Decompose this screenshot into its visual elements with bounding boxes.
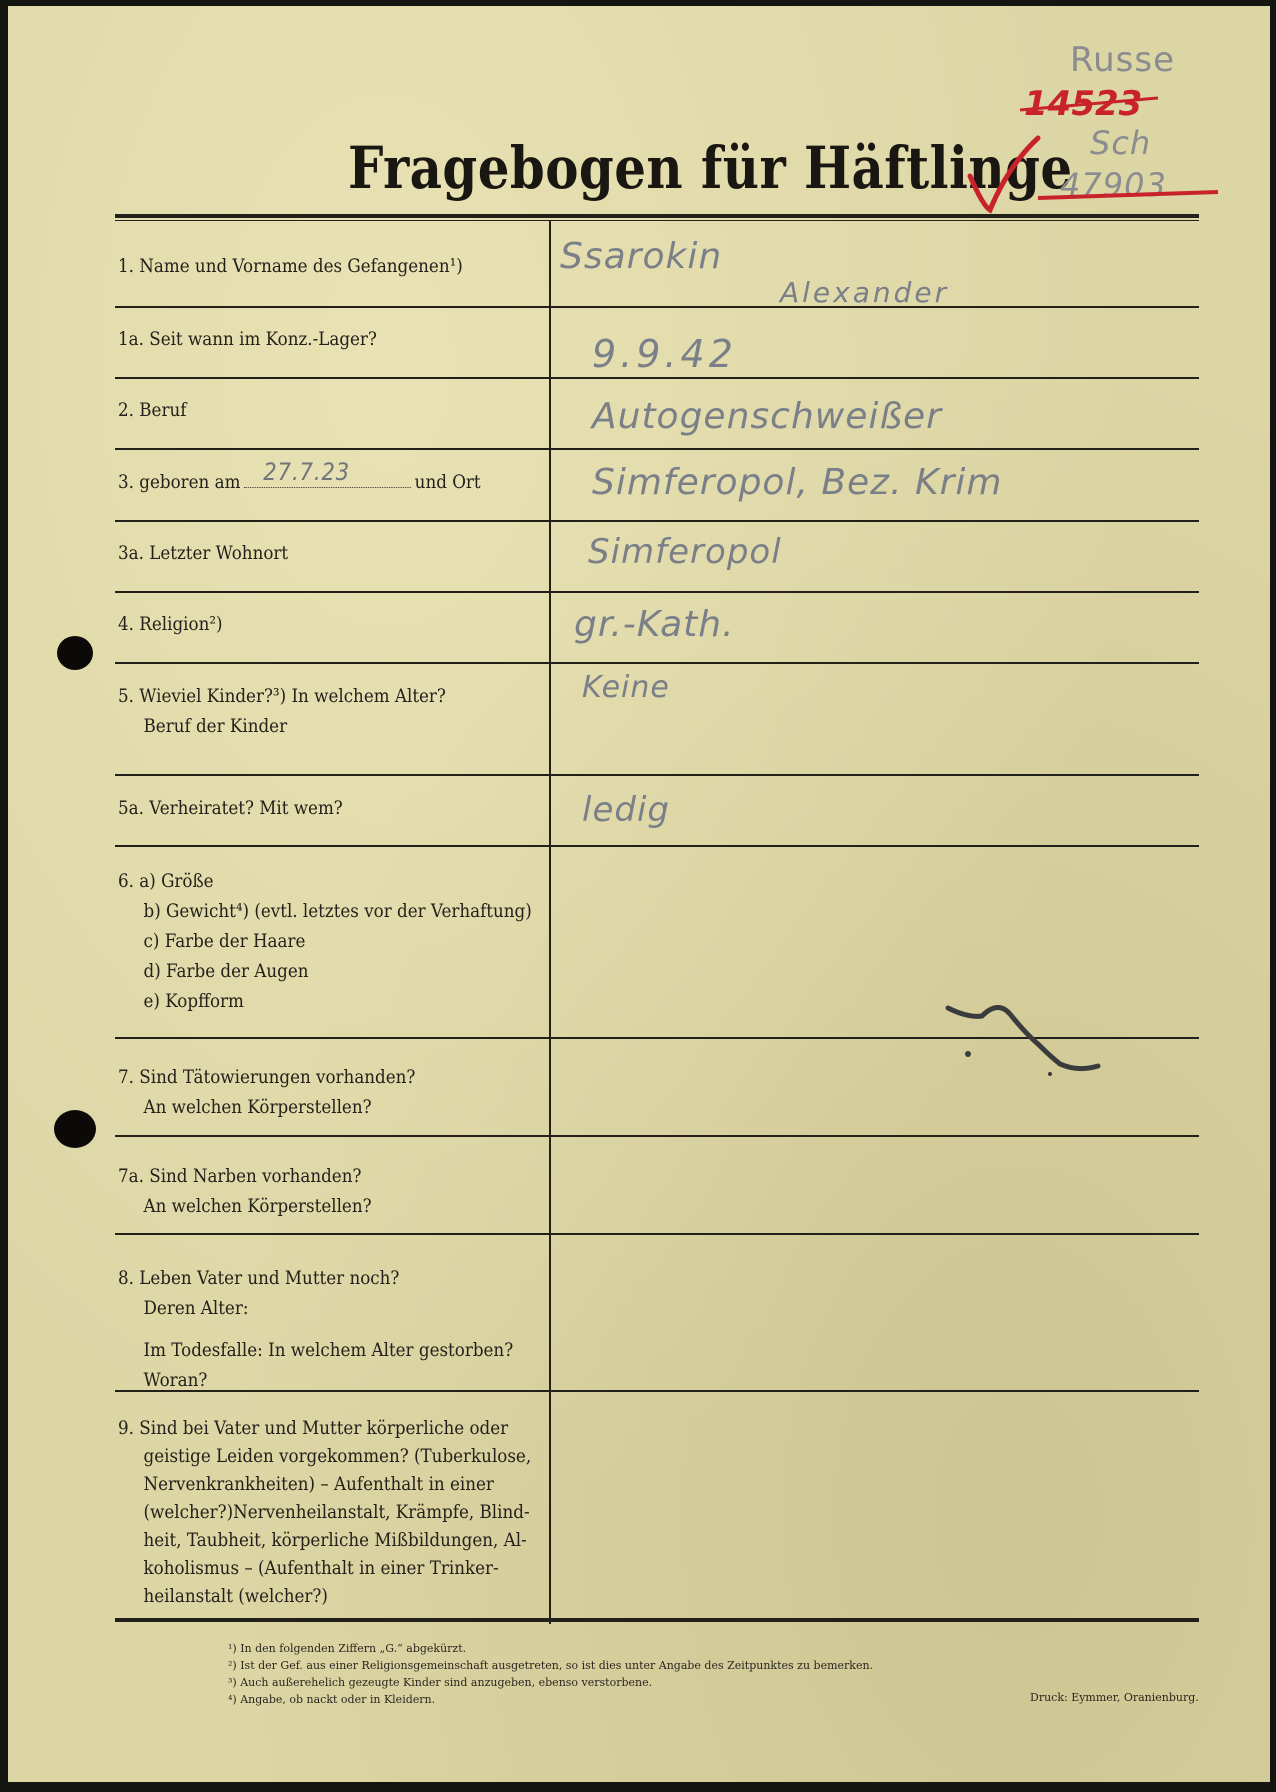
question-3: 3. geboren am 27.7.23 und Ort — [118, 458, 481, 493]
struck-number-annotation: 47903 — [1060, 166, 1167, 204]
footnotes — [228, 1640, 873, 1708]
footnote-2: ²) Ist der Gef. aus einer Religionsgemeinschaft ausgetreten, so ist dies unter Angabe des Zeitpunktes zu bemerken. — [228, 1659, 874, 1672]
category-annotation: Sch — [1090, 124, 1152, 162]
question-4: 4. Religion²) — [118, 613, 223, 635]
question-3a: 3a. Letzter Wohnort — [118, 542, 289, 564]
question-1: 1. Name und Vorname des Gefangenen¹) — [118, 255, 463, 277]
question-5: 5. Wieviel Kinder?³) In welchem Alter? Beruf der Kinder — [118, 685, 446, 737]
birthdate-value: 27.7.23 — [263, 458, 351, 486]
row-separator — [115, 520, 1199, 522]
question-5a: 5a. Verheiratet? Mit wem? — [118, 797, 343, 819]
question-8: 8. Leben Vater und Mutter noch? Deren Alter: Im Todesfalle: In welchem Alter gestorben? Woran? — [118, 1267, 514, 1391]
answer-surname: Ssarokin — [560, 236, 723, 277]
top-rule — [115, 214, 1199, 218]
answer-children: Keine — [582, 670, 670, 705]
punch-hole-upper — [57, 636, 93, 670]
question-2: 2. Beruf — [118, 399, 187, 421]
row-separator — [115, 1233, 1199, 1235]
answer-since-camp: 9.9.42 — [592, 332, 737, 376]
row-separator — [115, 377, 1199, 379]
question-6: 6. a) Größe b) Gewicht⁴) (evtl. letztes vor der Verhaftung) c) Farbe der Haare d) Farbe der Augen e) Kopfform — [118, 870, 532, 1012]
footnote-3: ³) Auch außerehelich gezeugte Kinder sind anzugeben, ebenso verstorbene. — [228, 1676, 653, 1689]
bottom-rule — [115, 1618, 1199, 1622]
question-1a: 1a. Seit wann im Konz.-Lager? — [118, 328, 377, 350]
form-title: Fragebogen für Häftlinge — [348, 134, 1073, 202]
answer-last-residence: Simferopol — [588, 532, 782, 572]
row-separator — [115, 845, 1199, 847]
question-9: 9. Sind bei Vater und Mutter körperliche oder geistige Leiden vorgekommen? (Tuberkulose, Nervenkrankheiten) – Aufenthalt in einer (welcher?)Nervenheilanstalt, Krämpfe, Blind- heit, Taubheit, körperliche Mißbildungen, Al- koholismus – (Aufenthalt in einer Trinker- heilanstalt (welcher?) — [118, 1417, 532, 1607]
punch-hole-lower — [54, 1110, 96, 1148]
row-separator — [115, 591, 1199, 593]
footnote-4: ⁴) Angabe, ob nackt oder in Kleidern. — [228, 1693, 436, 1706]
answer-birthplace: Simferopol, Bez. Krim — [592, 462, 1003, 503]
printer-imprint: Druck: Eymmer, Oranienburg. — [1030, 1691, 1199, 1704]
red-check-marks — [8, 6, 1270, 266]
birthdate-field — [244, 458, 411, 488]
answer-given-name: Alexander — [780, 276, 950, 309]
question-7: 7. Sind Tätowierungen vorhanden? An welchen Körperstellen? — [118, 1066, 416, 1118]
answer-married: ledig — [582, 790, 670, 830]
question-7a: 7a. Sind Narben vorhanden? An welchen Körperstellen? — [118, 1165, 372, 1217]
red-number-annotation: 14523 — [1024, 84, 1143, 124]
top-rule-thin — [115, 220, 1199, 221]
row-separator — [115, 306, 1199, 308]
column-divider — [549, 220, 551, 1624]
nationality-annotation: Russe — [1070, 40, 1175, 80]
row-separator — [115, 448, 1199, 450]
row-separator — [115, 662, 1199, 664]
row-separator — [115, 1135, 1199, 1137]
ink-stain — [938, 992, 1118, 1082]
answer-religion: gr.-Kath. — [574, 604, 735, 645]
row-separator — [115, 774, 1199, 776]
footnote-1: ¹) In den folgenden Ziffern „G.“ abgekürzt. — [228, 1642, 467, 1655]
questionnaire-sheet — [8, 6, 1270, 1782]
answer-occupation: Autogenschweißer — [592, 396, 942, 437]
